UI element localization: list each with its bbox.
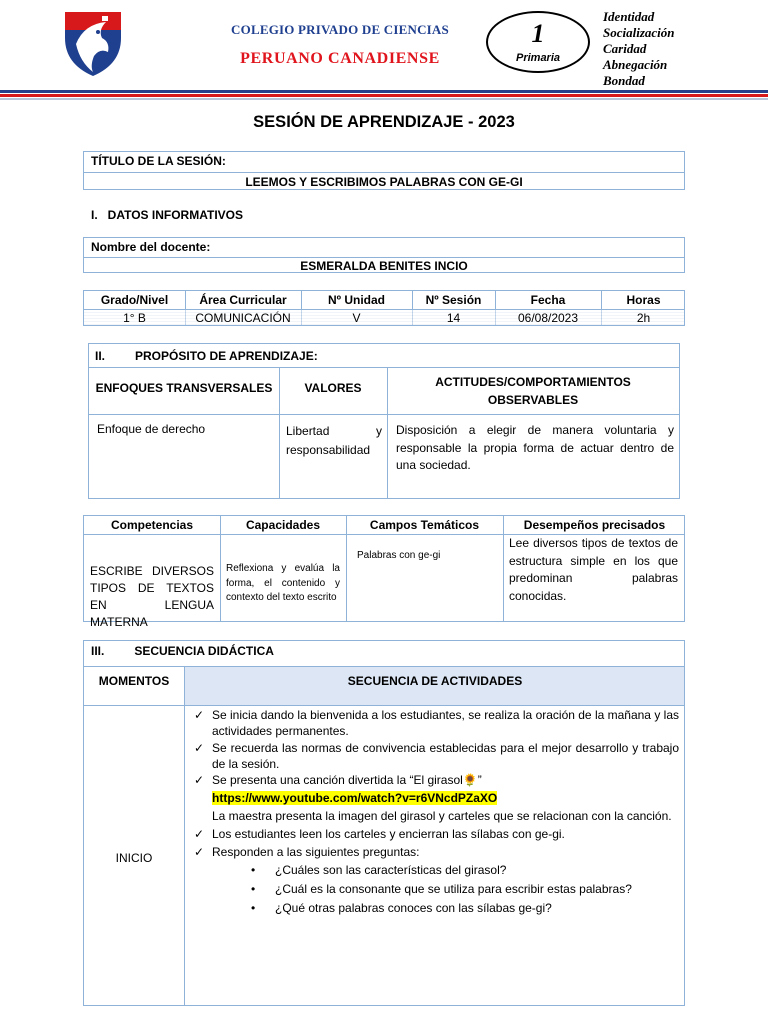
purpose-header-enfoques: ENFOQUES TRANSVERSALES bbox=[95, 381, 273, 395]
school-values bbox=[603, 9, 675, 89]
activity-item: ✓ Se recuerda las normas de convivencia establecidas para el mejor desarrollo y trabajo de la sesión. bbox=[194, 740, 679, 771]
value-item: Socialización bbox=[603, 25, 675, 40]
activity-item: ✓ Se inicia dando la bienvenida a los estudiantes, se realiza la oración de la mañana y las actividades permanentes. bbox=[194, 708, 679, 739]
activities-list bbox=[189, 707, 679, 918]
info-value-area: COMUNICACIÓN bbox=[195, 311, 291, 325]
sequence-table bbox=[83, 640, 685, 1006]
teacher-label: Nombre del docente: bbox=[91, 240, 211, 254]
question-item: • ¿Cuál es la consonante que se utiliza para escribir estas palabras? bbox=[189, 880, 679, 899]
question-item: • ¿Qué otras palabras conoces con las sílabas ge-gi? bbox=[189, 899, 679, 918]
song-link-line bbox=[189, 790, 679, 806]
section-datos-informativos: I. DATOS INFORMATIVOS bbox=[91, 208, 244, 222]
comp-header-capacidades: Capacidades bbox=[245, 518, 321, 532]
comp-desempeno: Lee diversos tipos de textos de estructura simple en los que predominan palabras conocidas. bbox=[509, 536, 678, 603]
question-item: • ¿Cuáles son las características del girasol? bbox=[189, 861, 679, 880]
info-header-area: Área Curricular bbox=[199, 293, 287, 307]
school-name-line2: PERUANO CANADIENSE bbox=[240, 50, 440, 67]
session-title-label: TÍTULO DE LA SESIÓN: bbox=[91, 154, 226, 168]
value-item: Bondad bbox=[603, 73, 645, 88]
purpose-enfoque: Enfoque de derecho bbox=[97, 422, 206, 436]
info-header-grado: Grado/Nivel bbox=[100, 293, 169, 307]
info-value-grado: 1° B bbox=[123, 311, 146, 325]
sequence-header-actividades: SECUENCIA DE ACTIVIDADES bbox=[347, 674, 523, 688]
moment-inicio: INICIO bbox=[115, 851, 153, 865]
page-title: SESIÓN DE APRENDIZAJE - 2023 bbox=[253, 113, 515, 131]
purpose-actitudes: Disposición a elegir de manera voluntaria y responsable la propia forma de actuar dentro de una sociedad. bbox=[396, 423, 674, 472]
song-link[interactable]: https://www.youtube.com/watch?v=r6VNcdPZaXO bbox=[212, 791, 498, 806]
info-value-horas: 2h bbox=[636, 311, 651, 325]
info-header-sesion: Nº Sesión bbox=[425, 293, 482, 307]
teacher-box bbox=[83, 237, 685, 273]
sequence-header-momentos: MOMENTOS bbox=[98, 674, 170, 688]
header-band-blue bbox=[0, 90, 768, 93]
school-logo bbox=[62, 8, 124, 78]
section-proposito: II. PROPÓSITO DE APRENDIZAJE: bbox=[95, 349, 318, 363]
session-title-box bbox=[83, 151, 685, 190]
comp-campo: Palabras con ge-gi bbox=[357, 550, 441, 561]
info-header-fecha: Fecha bbox=[530, 293, 566, 307]
info-value-fecha: 06/08/2023 bbox=[517, 311, 579, 325]
check-icon: ✓ bbox=[194, 773, 205, 788]
check-icon: ✓ bbox=[194, 845, 205, 860]
info-header-unidad: Nº Unidad bbox=[327, 293, 386, 307]
activity-item: ✓ Los estudiantes leen los carteles y encierran las sílabas con ge-gi. bbox=[194, 827, 565, 842]
check-icon: ✓ bbox=[194, 827, 205, 842]
teacher-name: ESMERALDA BENITES INCIO bbox=[300, 259, 468, 273]
bullet-icon: • bbox=[251, 862, 256, 877]
comp-competencia: ESCRIBE DIVERSOS TIPOS DE TEXTOS EN LENGUA MATERNA bbox=[90, 564, 214, 629]
level-name: Primaria bbox=[515, 52, 561, 64]
comp-header-desempenos: Desempeños precisados bbox=[523, 518, 666, 532]
info-value-sesion: 14 bbox=[446, 311, 461, 325]
level-badge bbox=[486, 11, 590, 73]
info-table bbox=[83, 290, 685, 326]
session-title-value: LEEMOS Y ESCRIBIMOS PALABRAS CON GE-GI bbox=[245, 175, 523, 189]
comp-header-campos: Campos Temáticos bbox=[369, 518, 480, 532]
check-icon: ✓ bbox=[194, 708, 205, 722]
value-item: Identidad bbox=[603, 9, 655, 24]
competencies-table bbox=[83, 515, 685, 629]
school-name-line1: COLEGIO PRIVADO DE CIENCIAS bbox=[231, 22, 449, 37]
purpose-header-valores: VALORES bbox=[304, 381, 362, 395]
activity-item: ✓ Responden a las siguientes preguntas: bbox=[194, 845, 420, 860]
level-number: 1 bbox=[531, 19, 545, 48]
info-value-unidad: V bbox=[352, 311, 361, 325]
purpose-table bbox=[88, 343, 680, 499]
info-header-horas: Horas bbox=[626, 293, 661, 307]
comp-capacidad: Reflexiona y evalúa la forma, el contenido y contexto del texto escrito bbox=[226, 563, 340, 603]
purpose-header-actitudes: ACTITUDES/COMPORTAMIENTOS OBSERVABLES bbox=[435, 375, 631, 407]
check-icon: ✓ bbox=[194, 740, 205, 755]
header-band-gray bbox=[0, 98, 768, 100]
comp-header-competencias: Competencias bbox=[110, 518, 194, 532]
section-secuencia: III. SECUENCIA DIDÁCTICA bbox=[91, 644, 274, 658]
teacher-note: La maestra presenta la imagen del girasol y carteles que se relacionan con la canción. bbox=[212, 808, 672, 823]
value-item: Caridad bbox=[603, 41, 647, 56]
bullet-icon: • bbox=[251, 881, 256, 896]
bullet-icon: • bbox=[251, 900, 256, 915]
activity-item: ✓ Se presenta una canción divertida la “El girasol🌻” bbox=[194, 773, 482, 788]
purpose-valores: Libertad y responsabilidad bbox=[286, 424, 382, 457]
header-band-red bbox=[0, 94, 768, 97]
value-item: Abnegación bbox=[603, 57, 668, 72]
